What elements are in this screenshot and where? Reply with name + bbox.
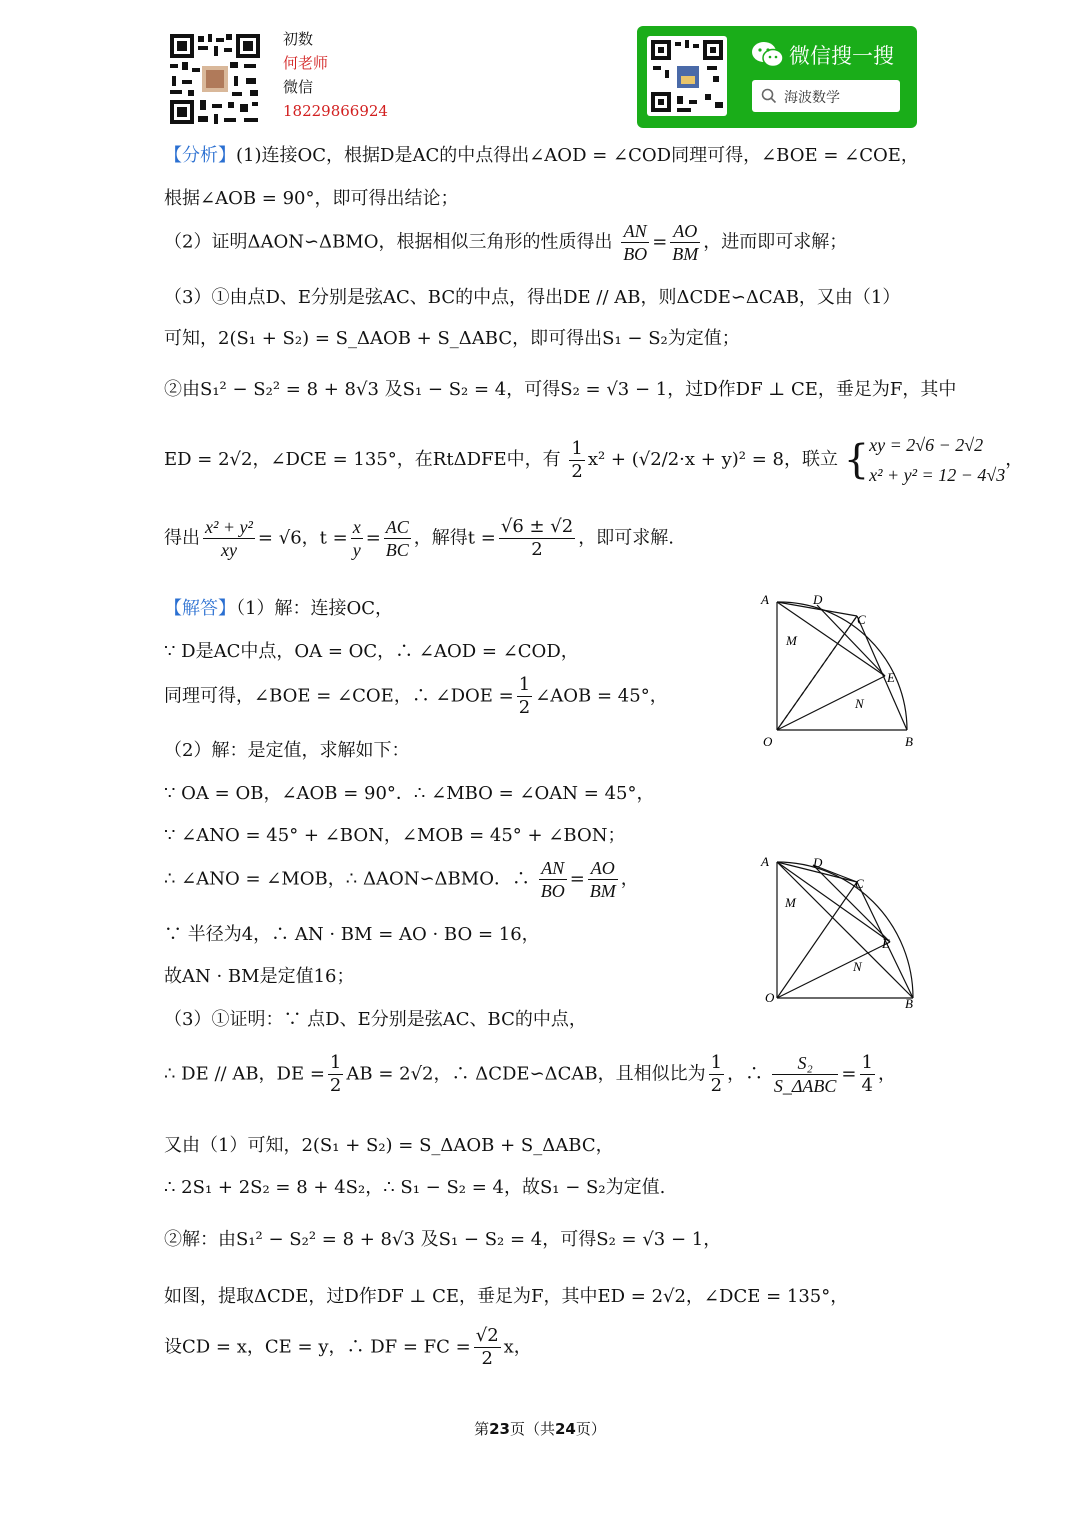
- figure2-label-a: A: [761, 854, 769, 869]
- figure1-label-d: D: [813, 592, 823, 607]
- analysis-line-2: 根据∠AOB = 90°，即可得出结论；: [164, 188, 459, 209]
- solution-line-9: 故AN · BM是定值16；: [164, 966, 355, 987]
- wechat-search-box[interactable]: [752, 80, 900, 112]
- qr-code-left: [168, 32, 262, 126]
- header-teacher: 何老师: [283, 54, 329, 72]
- figure1-label-b: B: [905, 734, 913, 749]
- analysis-line-6: ②由S₁² − S₂² = 8 + 8√3 及S₁ − S₂ = 4，可得S₂ = √3 − 1，过D作DF ⊥ CE，垂足为F，其中: [164, 379, 957, 400]
- wechat-search-title: 微信搜一搜: [789, 44, 894, 68]
- figure2-label-b: B: [905, 996, 913, 1011]
- figure1-label-m: M: [786, 633, 797, 648]
- header-wechat-label: 微信: [283, 78, 314, 96]
- analysis-line-8: 得出 $\frac{\text{x² + y²}}{xy}$ = √6，t = $\frac{x}{y}$ = $\frac{AC}{BC}$ ，解得t = $\frac{√6 \pm √2}{2}$ ，即可求解.: [164, 516, 674, 560]
- header-subject: 初数: [283, 30, 314, 48]
- solution-line-2: ∵ D是AC中点，OA = OC，∴ ∠AOD = ∠COD，: [164, 641, 579, 662]
- solution-line-3: 同理可得，∠BOE = ∠COE，∴ ∠DOE = $\frac{1}{2}$ ∠AOB = 45°，: [164, 674, 668, 718]
- solution-line-14: ②解：由S₁² − S₂² = 8 + 8√3 及S₁ − S₂ = 4，可得S₂ = √3 − 1，: [164, 1229, 722, 1250]
- system-eq-1: xy = 2√6 − 2√2: [869, 435, 984, 455]
- geometry-figure-2: [755, 852, 925, 1017]
- figure1-label-e: E: [887, 670, 895, 685]
- figure1-label-c: C: [857, 612, 866, 627]
- solution-line-8: ∵ 半径为4，∴ AN · BM = AO · BO = 16，: [164, 924, 540, 945]
- figure2-label-m: M: [785, 895, 796, 910]
- figure1-label-o: O: [763, 734, 773, 749]
- header-phone: 18229866924: [283, 102, 388, 120]
- page-number: 23: [489, 1420, 510, 1438]
- solution-line-15: 如图，提取ΔCDE，过D作DF ⊥ CE，垂足为F，其中ED = 2√2，∠DCE = 135°，: [164, 1286, 849, 1307]
- page-total: 24: [555, 1420, 576, 1438]
- figure2-label-d: D: [813, 855, 823, 870]
- qr-code-right: [647, 36, 727, 116]
- wechat-search-banner[interactable]: [637, 26, 917, 128]
- analysis-line-5: 可知，2(S₁ + S₂) = S_ΔAOB + S_ΔABC，即可得出S₁ − S₂为定值；: [164, 328, 740, 349]
- solution-tag: 【解答】: [164, 598, 236, 619]
- figure2-label-e: E: [882, 936, 890, 951]
- solution-line-7: ∴ ∠ANO = ∠MOB，∴ ΔAON∽ΔBMO．∴ $\frac{AN}{BO}$ = $\frac{AO}{BM}$ ，: [164, 858, 639, 901]
- solution-line-4: （2）解：是定值，求解如下：: [164, 740, 410, 761]
- system-eq-2: x² + y² = 12 − 4√3: [869, 465, 1006, 485]
- figure2-label-c: C: [855, 876, 864, 891]
- search-box-label: 海波数学: [784, 90, 840, 106]
- figure1-label-n: N: [855, 696, 864, 711]
- solution-line-11: ∴ DE // AB，DE = $\frac{1}{2}$ AB = 2√2，∴ ΔCDE∽ΔCAB，且相似比为 $\frac{1}{2}$ ，∴ $\frac{\text{S₂}}{\text{S\_ΔABC}}$ = $\frac{1}{4}$ ，: [164, 1052, 896, 1096]
- analysis-tag: 【分析】: [164, 145, 236, 166]
- analysis-line-3: （2）证明ΔAON∽ΔBMO，根据相似三角形的性质得出 $\frac{AN}{BO}$ = $\frac{AO}{BM}$ ，进而即可求解；: [164, 221, 848, 264]
- solution-line-6: ∵ ∠ANO = 45° + ∠BON，∠MOB = 45° + ∠BON；: [164, 825, 626, 846]
- solution-line-1: 【解答】（1）解：连接OC，: [164, 598, 393, 619]
- analysis-line-4: （3）①由点D、E分别是弦AC、BC的中点，得出DE // AB，则ΔCDE∽ΔCAB，又由（1）: [164, 287, 901, 308]
- figure2-label-n: N: [853, 959, 862, 974]
- solution-line-10: （3）①证明：∵ 点D、E分别是弦AC、BC的中点，: [164, 1009, 587, 1030]
- search-icon: [761, 88, 777, 104]
- geometry-figure-1: [755, 590, 925, 755]
- page-footer: 第23页（共24页）: [474, 1420, 606, 1438]
- figure1-label-a: A: [761, 592, 769, 607]
- solution-line-16: 设CD = x，CE = y，∴ DF = FC = $\frac{√2}{2}$ x，: [164, 1325, 532, 1369]
- analysis-line-1: 【分析】(1)连接OC，根据D是AC的中点得出∠AOD = ∠COD同理可得，∠BOE = ∠COE，: [164, 145, 919, 166]
- solution-line-13: ∴ 2S₁ + 2S₂ = 8 + 4S₂，∴ S₁ − S₂ = 4，故S₁ − S₂为定值.: [164, 1177, 666, 1198]
- wechat-logo-icon: [751, 40, 785, 70]
- solution-line-12: 又由（1）可知，2(S₁ + S₂) = S_ΔAOB + S_ΔABC，: [164, 1135, 614, 1156]
- analysis-line-7: ED = 2√2，∠DCE = 135°，在RtΔDFE中，有 $\frac{1}{2}$ x² + (√2/2·x + y)² = 8，联立 { xy = 2√6 − 2√2 x² + y² = 12 − 4√3 ，: [164, 430, 1023, 490]
- solution-line-5: ∵ OA = OB，∠AOB = 90°．∴ ∠MBO = ∠OAN = 45°，: [164, 783, 655, 804]
- figure2-label-o: O: [765, 990, 775, 1005]
